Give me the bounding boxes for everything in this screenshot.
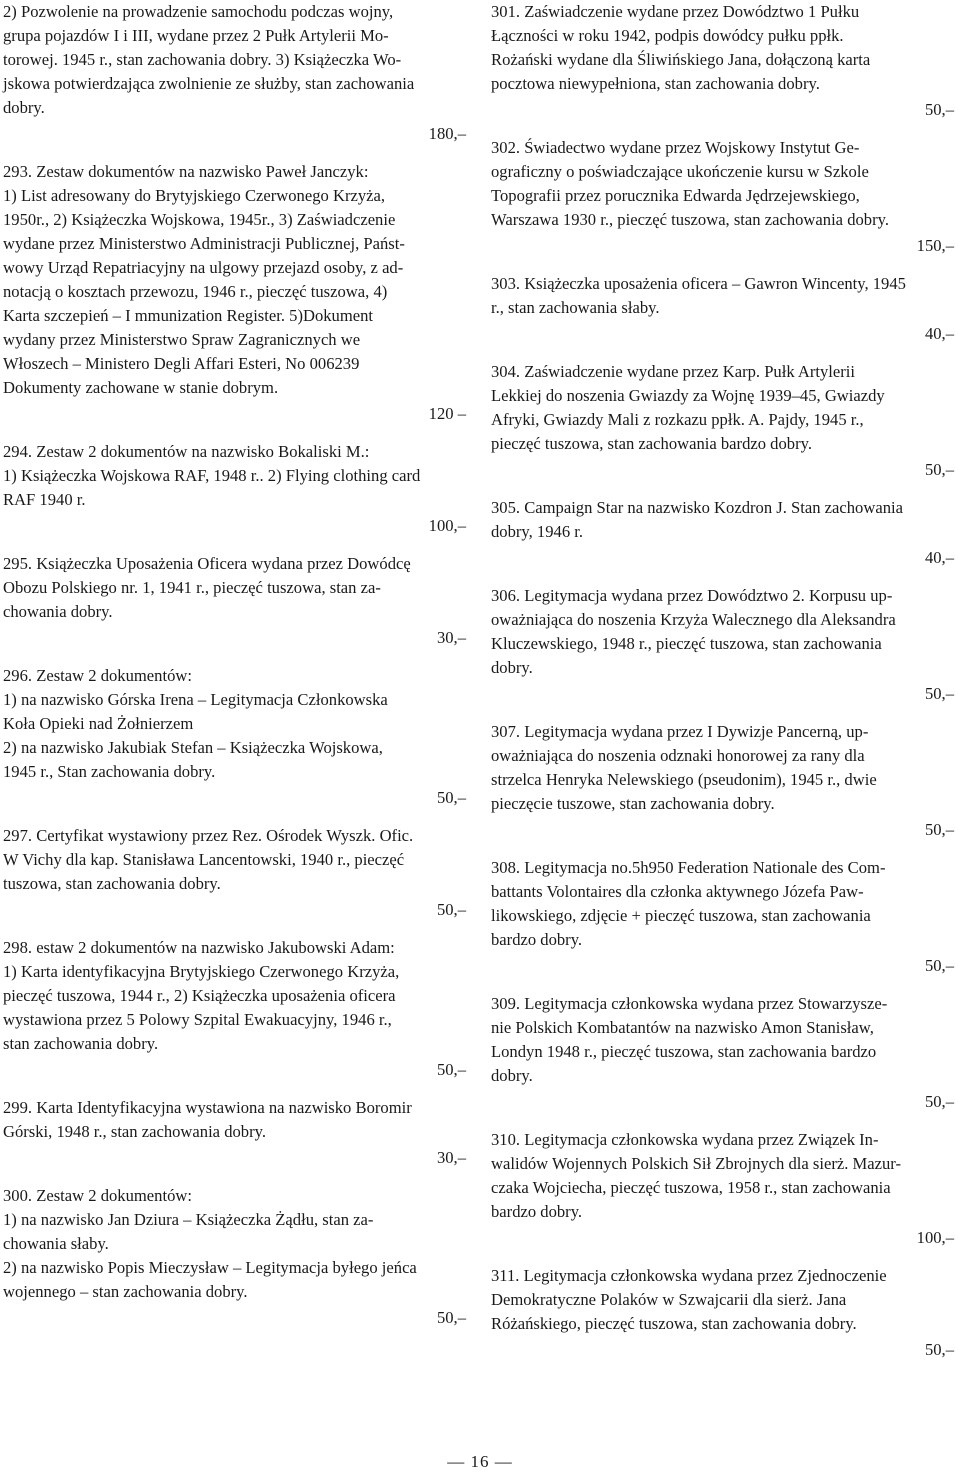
entry-line: Łączności w roku 1942, podpis dowódcy pułku ppłk. — [491, 26, 844, 45]
entry-line: chowania dobry. — [3, 602, 113, 621]
left-column — [3, 0, 472, 1330]
entry-line: Górski, 1948 r., stan zachowania dobry. — [3, 1122, 266, 1141]
entry-line: Warszawa 1930 r., pieczęć tuszowa, stan zachowania dobry. — [491, 210, 889, 229]
catalog-entry — [3, 664, 472, 810]
entry-description — [491, 720, 960, 816]
entry-description — [3, 552, 472, 624]
catalog-entry — [3, 1096, 472, 1170]
entry-line: Topografii przez porucznika Edwarda Jędrzejewskiego, — [491, 186, 860, 205]
entry-line: pieczęć tuszowa, 1944 r., 2) Książeczka uposażenia oficera — [3, 986, 396, 1005]
catalog-entry — [491, 584, 960, 706]
entry-line: oważniająca do noszenia odznaki honorowej za rany dla — [491, 746, 865, 765]
entry-line: czaka Wojciecha, pieczęć tuszowa, 1958 r., stan zachowania — [491, 1178, 891, 1197]
entry-spacer — [3, 426, 472, 440]
entry-line: Włoszech – Ministero Degli Affari Esteri, No 006239 — [3, 354, 360, 373]
entry-description — [3, 824, 472, 896]
entry-description — [491, 360, 960, 456]
entry-description — [3, 0, 472, 120]
entry-line: Rożański wydane dla Śliwińskiego Jana, dołączoną karta — [491, 50, 871, 69]
entry-price: 100,– — [916, 1228, 954, 1247]
entry-line: tuszowa, stan zachowania dobry. — [3, 874, 221, 893]
entry-description — [491, 856, 960, 952]
entry-line: 299. Karta Identyfikacyjna wystawiona na nazwisko Boromir — [3, 1098, 412, 1117]
catalog-entry — [491, 856, 960, 978]
entry-line: 295. Książeczka Uposażenia Oficera wydana przez Dowódcę — [3, 554, 411, 573]
entry-price: 180,– — [428, 124, 466, 143]
entry-line: r., stan zachowania słaby. — [491, 298, 660, 317]
entry-line: grupa pojazdów I i III, wydane przez 2 Pułk Artylerii Mo- — [3, 26, 389, 45]
catalog-entry — [491, 1128, 960, 1250]
entry-line: 296. Zestaw 2 dokumentów: — [3, 666, 192, 685]
entry-line: 293. Zestaw dokumentów na nazwisko Paweł Janczyk: — [3, 162, 369, 181]
entry-line: 294. Zestaw 2 dokumentów na nazwisko Bokaliski M.: — [3, 442, 370, 461]
entry-line: bardzo dobry. — [491, 930, 583, 949]
entry-spacer — [3, 1170, 472, 1184]
catalog-entry — [3, 160, 472, 426]
catalog-entry — [491, 360, 960, 482]
entry-line: 1) na nazwisko Jan Dziura – Książeczka Żądłu, stan za- — [3, 1210, 374, 1229]
entry-line: 2) na nazwisko Popis Mieczysław – Legitymacja byłego jeńca — [3, 1258, 417, 1277]
entry-line: 2) na nazwisko Jakubiak Stefan – Książeczka Wojskowa, — [3, 738, 383, 757]
entry-line: dobry, 1946 r. — [491, 522, 584, 541]
entry-spacer — [491, 482, 960, 496]
entry-spacer — [491, 1114, 960, 1128]
entry-description — [491, 584, 960, 680]
catalog-entry — [491, 136, 960, 258]
entry-line: walidów Wojennych Polskich Sił Zbrojnych dla sierż. Mazur- — [491, 1154, 902, 1173]
entry-line: 310. Legitymacja członkowska wydana przez Związek In- — [491, 1130, 879, 1149]
entry-price: 50,– — [924, 460, 954, 479]
entry-price: 30,– — [436, 628, 466, 647]
entry-spacer — [3, 922, 472, 936]
entry-price: 30,– — [436, 1148, 466, 1167]
entry-line: 303. Książeczka uposażenia oficera – Gawron Wincenty, 1945 — [491, 274, 906, 293]
entry-price: 100,– — [428, 516, 466, 535]
catalog-entry — [491, 496, 960, 570]
entry-line: Dokumenty zachowane w stanie dobrym. — [3, 378, 279, 397]
entry-price: 50,– — [924, 1092, 954, 1111]
entry-description — [491, 272, 960, 320]
entry-description — [491, 136, 960, 232]
entry-line: wystawiona przez 5 Polowy Szpital Ewakuacyjny, 1946 r., — [3, 1010, 392, 1029]
entry-price: 50,– — [436, 1308, 466, 1327]
entry-spacer — [491, 706, 960, 720]
entry-line: wojennego – stan zachowania dobry. — [3, 1282, 248, 1301]
entry-line: 1) List adresowany do Brytyjskiego Czerwonego Krzyża, — [3, 186, 386, 205]
entry-price: 50,– — [924, 100, 954, 119]
entry-line: oważniająca do noszenia Krzyża Walecznego dla Aleksandra — [491, 610, 896, 629]
entry-line: 311. Legitymacja członkowska wydana przez Zjednoczenie — [491, 1266, 887, 1285]
entry-description — [3, 664, 472, 784]
entry-description — [3, 936, 472, 1056]
entry-description — [491, 992, 960, 1088]
entry-line: ograficzny o poświadczające ukończenie kursu w Szkole — [491, 162, 869, 181]
entry-spacer — [3, 146, 472, 160]
entry-spacer — [3, 810, 472, 824]
catalog-entry — [491, 0, 960, 122]
entry-line: chowania słaby. — [3, 1234, 109, 1253]
entry-price: 50,– — [436, 788, 466, 807]
entry-line: pieczęć tuszowa, stan zachowania bardzo dobry. — [491, 434, 812, 453]
entry-spacer — [491, 122, 960, 136]
catalog-entry — [491, 272, 960, 346]
catalog-entry — [3, 936, 472, 1082]
right-column — [491, 0, 960, 1362]
entry-line: torowej. 1945 r., stan zachowania dobry. 3) Książeczka Wo- — [3, 50, 402, 69]
catalog-entry — [491, 1264, 960, 1362]
entry-line: 2) Pozwolenie na prowadzenie samochodu podczas wojny, — [3, 2, 394, 21]
entry-spacer — [3, 1082, 472, 1096]
entry-description — [3, 440, 472, 512]
entry-line: battants Volontaires dla członka aktywnego Józefa Paw- — [491, 882, 864, 901]
entry-price: 50,– — [924, 820, 954, 839]
entry-spacer — [491, 258, 960, 272]
entry-line: jskowa potwierdzająca zwolnienie ze służby, stan zachowania — [3, 74, 415, 93]
catalog-entry — [3, 440, 472, 538]
entry-line: 307. Legitymacja wydana przez I Dywizje Pancerną, up- — [491, 722, 869, 741]
entry-description — [491, 496, 960, 544]
entry-spacer — [491, 570, 960, 584]
entry-price: 50,– — [436, 1060, 466, 1079]
entry-line: W Vichy dla kap. Stanisława Lancentowski, 1940 r., pieczęć — [3, 850, 405, 869]
entry-line: strzelca Henryka Nelewskiego (pseudonim), 1945 r., dwie — [491, 770, 877, 789]
entry-line: pocztowa niewypełniona, stan zachowania dobry. — [491, 74, 820, 93]
entry-line: Afryki, Gwiazdy Mali z rozkazu ppłk. A. Pajdy, 1945 r., — [491, 410, 864, 429]
entry-price: 50,– — [924, 956, 954, 975]
entry-line: 1945 r., Stan zachowania dobry. — [3, 762, 216, 781]
catalog-entry — [3, 824, 472, 922]
entry-line: Kluczewskiego, 1948 r., pieczęć tuszowa, stan zachowania — [491, 634, 882, 653]
entry-line: Karta szczepień – I mmunization Register. 5)Dokument — [3, 306, 374, 325]
entry-spacer — [491, 1250, 960, 1264]
entry-line: 1950r., 2) Książeczka Wojskowa, 1945r., 3) Zaświadczenie — [3, 210, 396, 229]
entry-line: pieczęcie tuszowe, stan zachowania dobry. — [491, 794, 775, 813]
catalog-entry — [3, 1184, 472, 1330]
entry-description — [3, 1096, 472, 1144]
entry-line: bardzo dobry. — [491, 1202, 583, 1221]
entry-price: 120 – — [428, 404, 466, 423]
entry-line: 1) na nazwisko Górska Irena – Legitymacja Członkowska — [3, 690, 388, 709]
entry-description — [491, 0, 960, 96]
catalog-entry — [491, 720, 960, 842]
entry-price: 40,– — [924, 548, 954, 567]
entry-spacer — [491, 842, 960, 856]
entry-price: 50,– — [924, 1340, 954, 1359]
entry-price: 50,– — [436, 900, 466, 919]
entry-line: likowskiego, zdjęcie + pieczęć tuszowa, stan zachowania — [491, 906, 871, 925]
entry-spacer — [3, 650, 472, 664]
entry-line: Koła Opieki nad Żołnierzem — [3, 714, 194, 733]
entry-line: 308. Legitymacja no.5h950 Federation Nationale des Com- — [491, 858, 886, 877]
catalog-entry — [3, 0, 472, 146]
entry-line: 1) Karta identyfikacyjna Brytyjskiego Czerwonego Krzyża, — [3, 962, 400, 981]
entry-spacer — [491, 346, 960, 360]
entry-price: 50,– — [924, 684, 954, 703]
entry-line: Demokratyczne Polaków w Szwajcarii dla sierż. Jana — [491, 1290, 847, 1309]
entry-line: 306. Legitymacja wydana przez Dowództwo 2. Korpusu up- — [491, 586, 893, 605]
entry-line: dobry. — [491, 1066, 533, 1085]
entry-description — [3, 160, 472, 400]
entry-line: stan zachowania dobry. — [3, 1034, 159, 1053]
entry-line: Różańskiego, pieczęć tuszowa, stan zachowania dobry. — [491, 1314, 857, 1333]
entry-line: 305. Campaign Star na nazwisko Kozdron J. Stan zachowania — [491, 498, 903, 517]
entry-line: 300. Zestaw 2 dokumentów: — [3, 1186, 192, 1205]
entry-line: Lekkiej do noszenia Gwiazdy za Wojnę 1939–45, Gwiazdy — [491, 386, 885, 405]
entry-line: 304. Zaświadczenie wydane przez Karp. Pułk Artylerii — [491, 362, 856, 381]
entry-price: 150,– — [916, 236, 954, 255]
catalog-entry — [491, 992, 960, 1114]
page-number: — 16 — — [447, 1452, 513, 1471]
entry-line: 298. estaw 2 dokumentów na nazwisko Jakubowski Adam: — [3, 938, 395, 957]
entry-line: 1) Książeczka Wojskowa RAF, 1948 r.. 2) Flying clothing card — [3, 466, 421, 485]
entry-line: wydany przez Ministerstwo Spraw Zagranicznych we — [3, 330, 361, 349]
catalog-entry — [3, 552, 472, 650]
entry-line: Obozu Polskiego nr. 1, 1941 r., pieczęć tuszowa, stan za- — [3, 578, 381, 597]
entry-spacer — [491, 978, 960, 992]
entry-line: wowy Urząd Repatriacyjny na ulgowy przejazd osoby, z ad- — [3, 258, 404, 277]
entry-line: RAF 1940 r. — [3, 490, 86, 509]
entry-line: 297. Certyfikat wystawiony przez Rez. Ośrodek Wyszk. Ofic. — [3, 826, 414, 845]
entry-price: 40,– — [924, 324, 954, 343]
entry-line: 301. Zaświadczenie wydane przez Dowództwo 1 Pułku — [491, 2, 860, 21]
entry-line: nie Polskich Kombatantów na nazwisko Amon Stanisław, — [491, 1018, 874, 1037]
entry-description — [491, 1128, 960, 1224]
entry-line: wydane przez Ministerstwo Administracji Publicznej, Państ- — [3, 234, 405, 253]
entry-description — [3, 1184, 472, 1304]
entry-line: Londyn 1948 r., pieczęć tuszowa, stan zachowania bardzo — [491, 1042, 877, 1061]
entry-description — [491, 1264, 960, 1336]
entry-line: 309. Legitymacja członkowska wydana przez Stowarzysze- — [491, 994, 888, 1013]
entry-line: notacją o kosztach przewozu, 1946 r., pieczęć tuszowa, 4) — [3, 282, 388, 301]
entry-line: dobry. — [3, 98, 45, 117]
entry-spacer — [3, 538, 472, 552]
entry-line: dobry. — [491, 658, 533, 677]
entry-line: 302. Świadectwo wydane przez Wojskowy Instytut Ge- — [491, 138, 860, 157]
